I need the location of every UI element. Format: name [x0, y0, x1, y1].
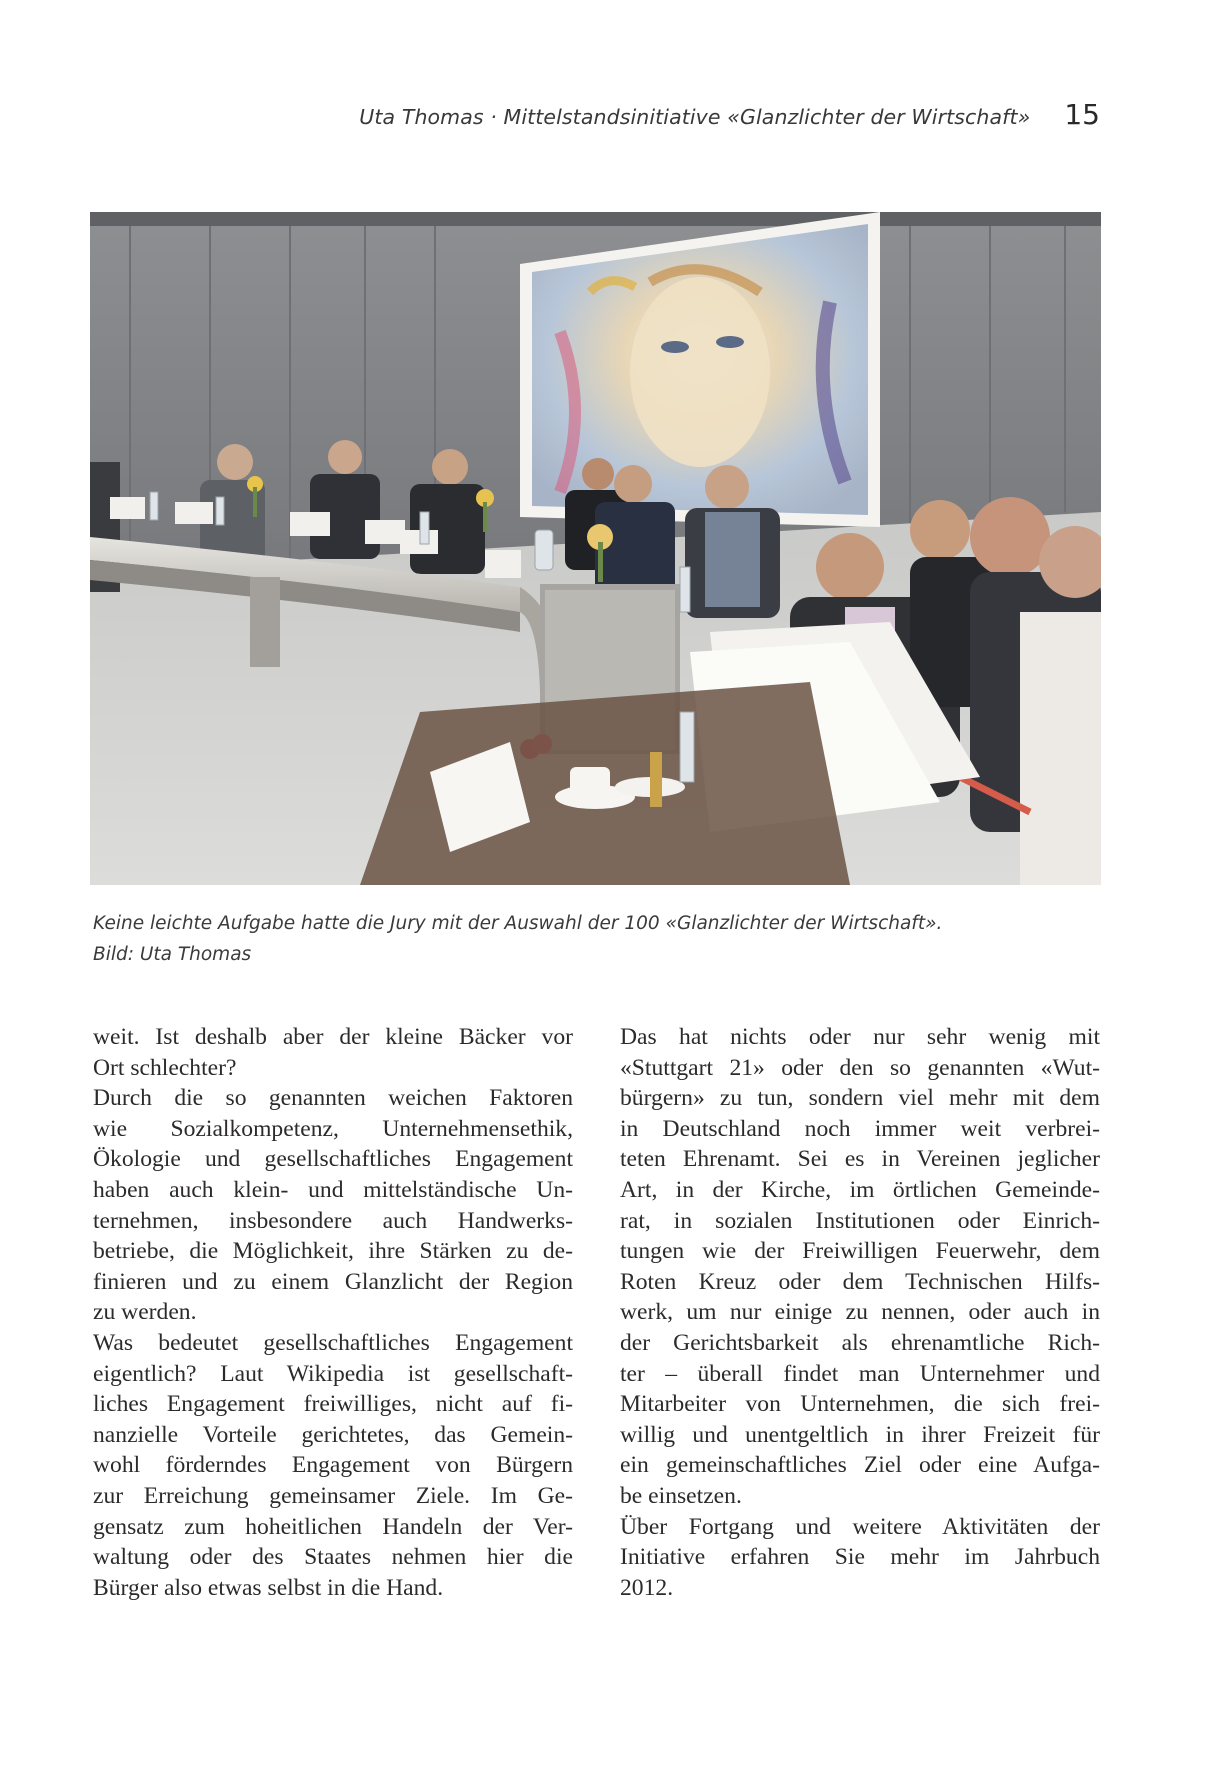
body-text-line: werk, um nur einige zu nennen, oder auch in — [620, 1299, 1100, 1326]
body-text-line: Roten Kreuz oder dem Technischen Hilfs- — [620, 1268, 1100, 1295]
body-text-line: be einsetzen. — [620, 1482, 742, 1509]
body-text-line: ternehmen, insbesondere auch Handwerks- — [93, 1207, 573, 1234]
body-text-line: betriebe, die Möglichkeit, ihre Stärken zu de- — [93, 1238, 573, 1265]
body-text-line: zu werden. — [93, 1299, 197, 1326]
body-text-line: wohl förderndes Engagement von Bürgern — [93, 1452, 573, 1479]
meeting-photo — [90, 212, 1101, 885]
caption-text: Keine leichte Aufgabe hatte die Jury mit der Auswahl der 100 «Glanzlichter der Wirtschaft». — [93, 913, 943, 934]
body-column-left — [93, 1022, 573, 1603]
running-title: Uta Thomas · Mittelstandsinitiative «Glanzlichter der Wirtschaft» — [359, 105, 1031, 129]
body-text-line: Art, in der Kirche, im örtlichen Gemeinde- — [620, 1176, 1100, 1203]
body-text-line: rat, in sozialen Institutionen oder Einrich- — [620, 1207, 1100, 1234]
body-text-line: eigentlich? Laut Wikipedia ist gesellschaft- — [93, 1360, 573, 1387]
body-text-line: gensatz zum hoheitlichen Handeln der Ver- — [93, 1513, 573, 1540]
body-text-line: Initiative erfahren Sie mehr im Jahrbuch — [620, 1544, 1100, 1571]
body-text-line: willig und unentgeltlich in ihrer Freizeit für — [620, 1421, 1100, 1448]
body-text-line: Über Fortgang und weitere Aktivitäten der — [620, 1513, 1100, 1540]
caption-credit: Bild: Uta Thomas — [93, 944, 252, 965]
body-text-line: der Gerichtsbarkeit als ehrenamtliche Rich- — [620, 1329, 1100, 1356]
body-text-line: waltung oder des Staates nehmen hier die — [93, 1544, 573, 1571]
body-text-line: liches Engagement freiwilliges, nicht auf fi- — [93, 1391, 573, 1418]
body-text-line: Ökologie und gesellschaftliches Engagement — [93, 1146, 573, 1173]
body-text-line: ein gemeinschaftliches Ziel oder eine Aufga- — [620, 1452, 1100, 1479]
body-text-line: Was bedeutet gesellschaftliches Engagement — [93, 1329, 573, 1356]
body-text-line: wie Sozialkompetenz, Unternehmensethik, — [93, 1115, 573, 1142]
body-text-line: ter – überall findet man Unternehmer und — [620, 1360, 1100, 1387]
body-text-line: tungen wie der Freiwilligen Feuerwehr, dem — [620, 1238, 1100, 1265]
body-text-line: Mitarbeiter von Unternehmen, die sich frei- — [620, 1391, 1100, 1418]
body-text-line: in Deutschland noch immer weit verbrei- — [620, 1115, 1100, 1142]
body-text-line: Durch die so genannten weichen Faktoren — [93, 1085, 573, 1112]
body-text-line: Das hat nichts oder nur sehr wenig mit — [620, 1024, 1100, 1050]
body-text-line: zur Erreichung gemeinsamer Ziele. Im Ge- — [93, 1482, 573, 1509]
body-text-line: finieren und zu einem Glanzlicht der Region — [93, 1268, 573, 1295]
body-text-line: Bürger also etwas selbst in die Hand. — [93, 1574, 444, 1601]
body-text-line: weit. Ist deshalb aber der kleine Bäcker vor — [93, 1024, 573, 1050]
body-text-line: teten Ehrenamt. Sei es in Vereinen jeglicher — [620, 1146, 1100, 1173]
body-column-right — [620, 1022, 1100, 1603]
running-header — [90, 98, 1100, 138]
body-text-line: Ort schlechter? — [93, 1054, 237, 1081]
body-text-line: haben auch klein- und mittelständische Un- — [93, 1176, 573, 1203]
body-text-line: bürgern» zu tun, sondern viel mehr mit dem — [620, 1085, 1100, 1112]
page-number: 15 — [1064, 98, 1100, 131]
body-text-line: nanzielle Vorteile gerichtetes, das Gemein- — [93, 1421, 573, 1448]
body-text-line: 2012. — [620, 1574, 674, 1601]
figure-caption — [93, 908, 1093, 970]
body-text-line: «Stuttgart 21» oder den so genannten «Wut- — [620, 1054, 1100, 1081]
